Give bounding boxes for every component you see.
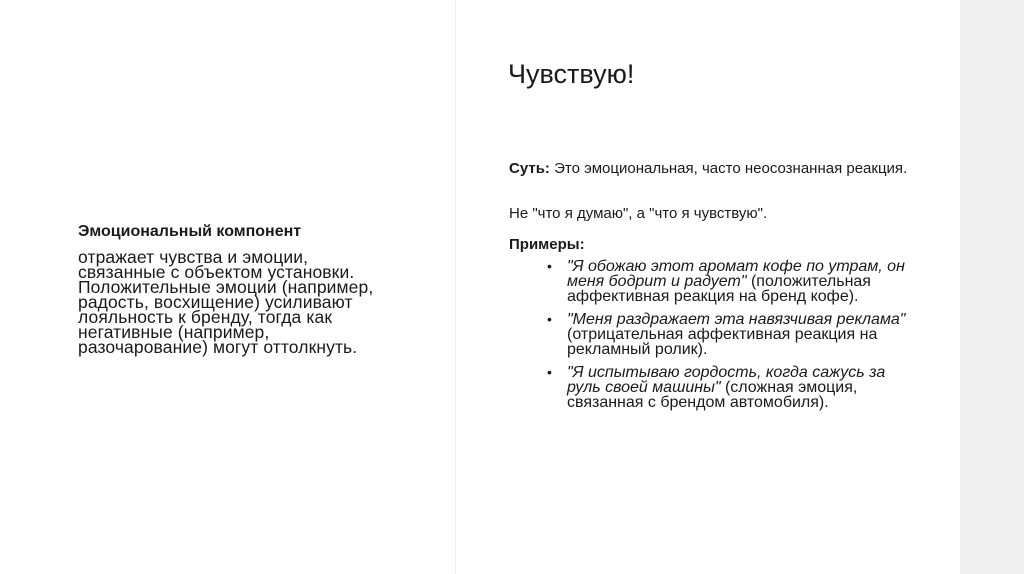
example-quote: "Я обожаю этот аромат кофе по утрам, он меня бодрит и радует" [567,258,905,290]
scroll-strip [960,0,1024,574]
example-item [547,312,917,357]
slide-title: Чувствую! [508,59,635,89]
example-comment: (сложная эмоция, связанная с брендом автомобиля). [567,379,858,411]
example-quote: "Меня раздражает эта навязчивая реклама" [567,311,906,328]
think-vs-feel-line: Не "что я думаю", а "что я чувствую". [509,205,768,222]
left-panel [0,0,456,574]
essence-paragraph [509,160,929,178]
bullet-icon: • [547,258,552,274]
example-comment: (отрицательная аффективная реакция на рекламный ролик). [567,326,878,358]
component-description: отражает чувства и эмоции, связанные с объектом установки. Положительные эмоции (например, радость, восхищение) усиливают лояльность к бренду, тогда как негативные (например, разочарование) могут оттолкнуть. [78,247,374,357]
examples-list [547,259,917,418]
component-title: Эмоциональный компонент [78,223,302,240]
example-item [547,365,917,410]
examples-title: Примеры: [509,236,585,253]
essence-text: Это эмоциональная, часто неосознанная реакция. [549,160,908,177]
example-comment: (положительная аффективная реакция на бренд кофе). [567,273,871,305]
example-quote: "Я испытываю гордость, когда сажусь за руль своей машины" [567,364,886,396]
bullet-icon: • [547,364,552,380]
bullet-icon: • [547,311,552,327]
example-item [547,259,917,304]
essence-label: Суть: [509,160,550,177]
